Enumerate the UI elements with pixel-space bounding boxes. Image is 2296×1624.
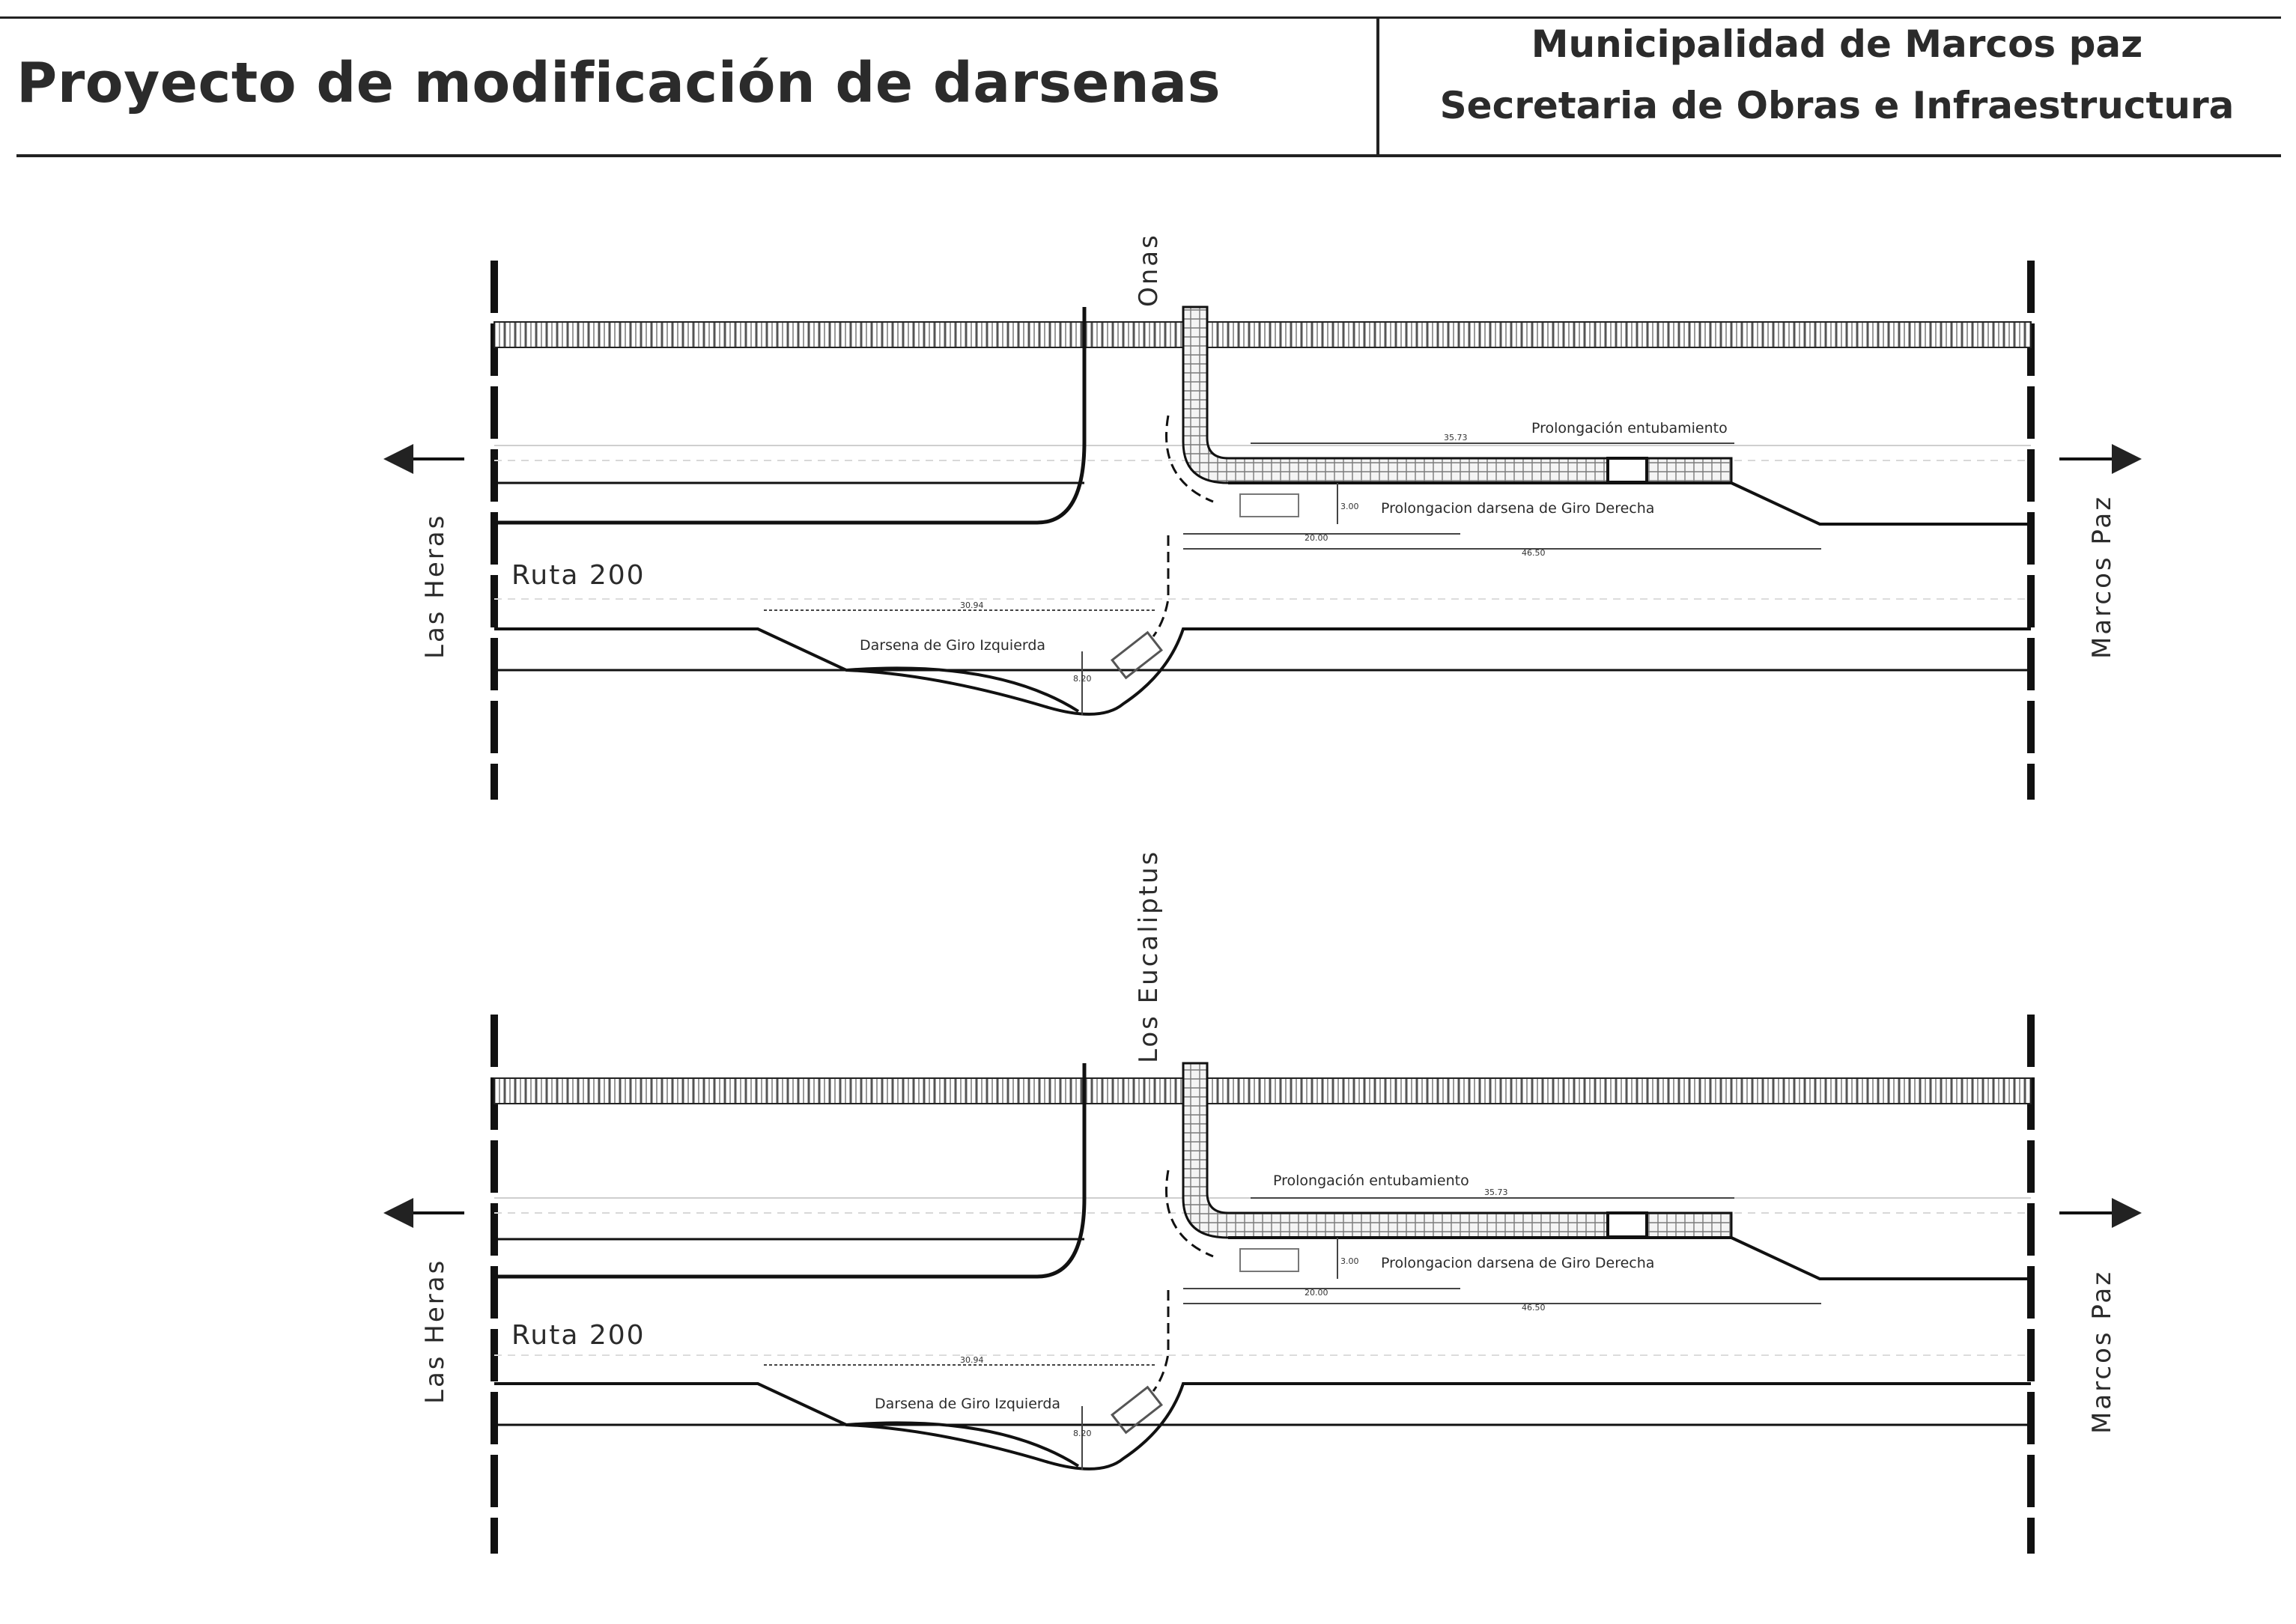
turn-path bbox=[1153, 1290, 1168, 1391]
right-direction-label: Marcos Paz bbox=[2087, 494, 2117, 659]
plan-los-eucaliptus bbox=[389, 850, 2136, 1554]
dimension-value: 46.50 bbox=[1522, 548, 1546, 558]
cross-street-label: Onas bbox=[1134, 233, 1164, 307]
right-turn-bay bbox=[1731, 483, 2031, 524]
organization-name: Municipalidad de Marcos paz bbox=[1531, 22, 2143, 66]
title-top-rule bbox=[0, 16, 2281, 19]
right-turn-label: Prolongacion darsena de Giro Derecha bbox=[1381, 1255, 1655, 1271]
vehicle-sketch bbox=[1240, 1249, 1299, 1271]
plan-onas bbox=[389, 233, 2136, 800]
dimension-value: 3.00 bbox=[1340, 1256, 1359, 1266]
railway-band bbox=[494, 322, 2031, 347]
dimension-value: 30.94 bbox=[960, 1355, 984, 1365]
dimension-value: 35.73 bbox=[1484, 1187, 1508, 1197]
road-name-label: Ruta 200 bbox=[511, 560, 646, 591]
dimension-value: 8.20 bbox=[1073, 674, 1092, 684]
railway-band bbox=[494, 1078, 2031, 1104]
vehicle-sketch bbox=[1240, 494, 1299, 517]
right-turn-label: Prolongacion darsena de Giro Derecha bbox=[1381, 500, 1655, 517]
pipe-extension-label: Prolongación entubamiento bbox=[1531, 420, 1728, 437]
department-name: Secretaria de Obras e Infraestructura bbox=[1439, 84, 2235, 127]
project-title: Proyecto de modificación de darsenas bbox=[16, 51, 1221, 115]
road-name-label: Ruta 200 bbox=[511, 1320, 646, 1351]
pipe-extension-label: Prolongación entubamiento bbox=[1273, 1173, 1469, 1189]
dimension-value: 20.00 bbox=[1305, 1288, 1328, 1298]
dimension-value: 20.00 bbox=[1305, 533, 1328, 543]
left-direction-label: Las Heras bbox=[420, 513, 450, 659]
right-direction-label: Marcos Paz bbox=[2087, 1269, 2117, 1434]
pipe-box bbox=[1608, 1213, 1647, 1237]
right-turn-bay bbox=[1731, 1238, 2031, 1279]
dimension-value: 46.50 bbox=[1522, 1303, 1546, 1313]
left-direction-label: Las Heras bbox=[420, 1258, 450, 1404]
left-turn-label: Darsena de Giro Izquierda bbox=[875, 1396, 1061, 1412]
title-block bbox=[0, 0, 2296, 157]
dimension-value: 35.73 bbox=[1444, 433, 1468, 443]
pipe-box bbox=[1608, 458, 1647, 482]
dimension-value: 3.00 bbox=[1340, 502, 1359, 511]
dimension-value: 8.20 bbox=[1073, 1429, 1092, 1438]
plans-drawing bbox=[0, 157, 2296, 1624]
dimension-value: 30.94 bbox=[960, 600, 984, 610]
left-turn-label: Darsena de Giro Izquierda bbox=[860, 637, 1046, 654]
cross-street-label: Los Eucaliptus bbox=[1134, 849, 1164, 1063]
turn-path bbox=[1153, 535, 1168, 636]
